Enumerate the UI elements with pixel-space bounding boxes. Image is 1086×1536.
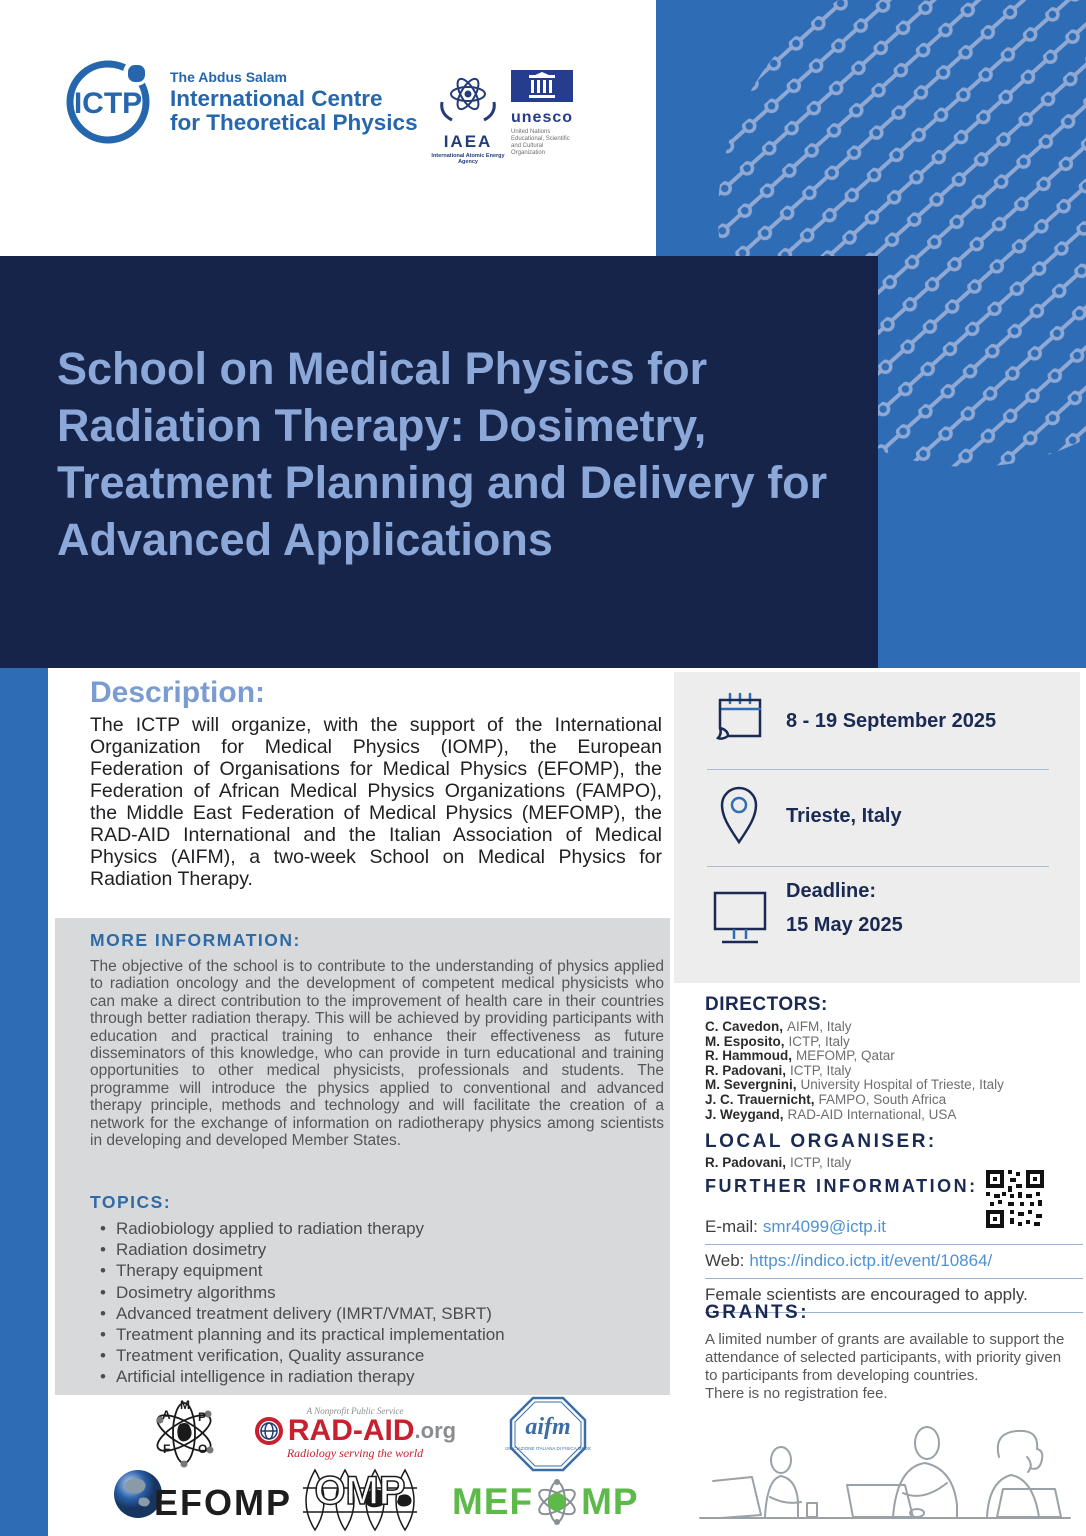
iaea-abbr: IAEA <box>443 132 493 151</box>
svg-text:P: P <box>198 1410 207 1424</box>
people-working-illustration-icon <box>695 1405 1075 1530</box>
directors-section <box>705 994 1083 1171</box>
email-link[interactable]: smr4099@ictp.it <box>762 1217 886 1236</box>
director-entry: C. Cavedon, AIFM, Italy <box>705 1019 852 1034</box>
title-line-2: Radiation Therapy: Dosimetry, <box>57 400 707 451</box>
svg-text:O: O <box>198 1442 208 1456</box>
topic-item: • Advanced treatment delivery (IMRT/VMAT, SBRT) <box>100 1303 505 1324</box>
event-dates: 8 - 19 September 2025 <box>786 710 997 732</box>
ictp-name-line1: International Centre <box>170 86 383 111</box>
calendar-icon <box>714 690 766 751</box>
local-organiser-heading: LOCAL ORGANISER: <box>705 1131 937 1153</box>
director-entry: R. Padovani, ICTP, Italy <box>705 1062 852 1078</box>
event-location: Trieste, Italy <box>786 805 902 827</box>
directors-heading: DIRECTORS: <box>705 994 828 1015</box>
ictp-wordmark <box>170 69 418 135</box>
grants-note: There is no registration fee. <box>705 1385 888 1402</box>
page-title <box>57 340 827 568</box>
radaid-wordmark: RAD-AID .org <box>245 1416 465 1446</box>
director-entry: M. Esposito, ICTP, Italy <box>705 1033 850 1049</box>
unesco-wordmark: unesco <box>511 109 574 126</box>
title-line-4: Advanced Applications <box>57 514 553 565</box>
director-entry: R. Hammoud, MEFOMP, Qatar <box>705 1048 895 1064</box>
iaea-logo <box>430 68 506 165</box>
qr-code <box>986 1170 1044 1233</box>
director-entry: J. Weygand, RAD-AID International, USA <box>705 1106 957 1122</box>
topic-item: • Therapy equipment <box>100 1260 505 1281</box>
aifm-logo <box>505 1394 591 1479</box>
topics-heading: TOPICS: <box>90 1192 172 1212</box>
left-accent-strip <box>0 668 48 1536</box>
topics-list <box>100 1218 505 1388</box>
local-organiser-entry: R. Padovani, ICTP, Italy <box>705 1155 852 1171</box>
topic-item: • Radiobiology applied to radiation therapy <box>100 1218 505 1239</box>
more-information-heading: MORE INFORMATION: <box>90 930 301 950</box>
description-heading: Description: <box>90 676 266 709</box>
deadline-date: 15 May 2025 <box>786 914 903 936</box>
description-body: The ICTP will organize, with the support of the International Organization for Medical Physics (IOMP), the European Federation of Organisations for Medical Physics (EFOMP), the Federation of African Medical Physics Organizations (FAMPO), the Middle East Federation of Medical Physics (MEFOMP), the RAD-AID International and the Italian Association of Medical Physics (AIFM), a two-week School on Medical Physics for Radiation Therapy. <box>90 714 662 890</box>
divider <box>707 769 1049 770</box>
unesco-temple-icon <box>511 70 573 102</box>
efomp-logo <box>112 1468 293 1523</box>
monitor-icon <box>712 890 768 953</box>
mefomp-atom-icon <box>534 1478 580 1526</box>
more-information-body: The objective of the school is to contribute to the understanding of physics applied to radiation oncology and the development of competent medical physicists who can make a direct contribution to the improvement of health care in their countries through better radiation therapy. This will be achieved by providing participants with education and practical training to enhance their effectiveness as future disseminators of this knowledge, who can provide in turn educational and training opportunities to other medical physicists, professionals and students. The programme will introduce the physics applied to conventional and advanced therapy principle, methods and technology and will facilitate the creation of a network for the exchange of information on radiotherapy physics among scientists in developing and developed Member States. <box>90 958 664 1150</box>
topic-item: • Radiation dosimetry <box>100 1239 505 1260</box>
further-information-section <box>705 1176 1083 1313</box>
svg-text:A: A <box>162 1408 171 1422</box>
divider <box>707 866 1049 867</box>
email-label: E-mail: <box>705 1217 758 1236</box>
mefomp-suffix: MP <box>581 1481 639 1522</box>
topic-item: • Treatment planning and its practical implementation <box>100 1324 505 1345</box>
location-pin-icon <box>718 784 760 851</box>
web-link[interactable]: https://indico.ictp.it/event/10864/ <box>749 1251 993 1270</box>
director-entry: J. C. Trauernicht, FAMPO, South Africa <box>705 1091 947 1107</box>
ictp-tagline: The Abdus Salam <box>170 69 287 85</box>
svg-text:ICTP: ICTP <box>73 87 143 120</box>
fampo-logo <box>138 1398 230 1473</box>
title-line-1: School on Medical Physics for <box>57 343 708 394</box>
grants-body: A limited number of grants are available to support the attendance of selected participants, with priority given to participants from developing countries. <box>705 1331 1065 1384</box>
unesco-logo <box>511 70 581 157</box>
title-line-3: Treatment Planning and Delivery for <box>57 457 828 508</box>
iaea-atom-icon <box>430 68 506 126</box>
web-label: Web: <box>705 1251 745 1270</box>
svg-text:F: F <box>163 1442 171 1456</box>
mefomp-logo <box>452 1478 639 1526</box>
svg-text:OMP: OMP <box>314 1469 406 1513</box>
director-entry: M. Severgnini, University Hospital of Trieste, Italy <box>705 1077 1004 1093</box>
grants-heading: GRANTS: <box>705 1302 810 1323</box>
ictp-logo <box>62 56 418 148</box>
title-banner <box>0 256 878 668</box>
more-information-section <box>55 918 670 1395</box>
ictp-name-line2: for Theoretical Physics <box>170 110 418 135</box>
topic-item: • Dosimetry algorithms <box>100 1282 505 1303</box>
deadline-label: Deadline: <box>786 880 877 902</box>
female-scientists-note: Female scientists are encouraged to apply. <box>705 1279 1083 1313</box>
efomp-wordmark: EFOMP <box>154 1482 293 1523</box>
mefomp-prefix: MEF <box>452 1481 534 1522</box>
topic-item: • Treatment verification, Quality assurance <box>100 1345 505 1366</box>
web-row <box>705 1245 1083 1279</box>
svg-text:ASSOCIAZIONE ITALIANA DI FISIC: ASSOCIAZIONE ITALIANA DI FISICA MEDICA <box>505 1446 591 1451</box>
event-info-panel <box>674 672 1080 983</box>
topic-item: • Artificial intelligence in radiation therapy <box>100 1366 505 1387</box>
iomp-logo <box>295 1462 425 1536</box>
iaea-caption: International Atomic Energy Agency <box>431 153 505 165</box>
svg-text:aifm: aifm <box>525 1414 571 1440</box>
radaid-tagline-bottom: Radiology serving the world <box>286 1446 424 1460</box>
grants-section <box>705 1302 1083 1403</box>
radaid-tagline-top: A Nonprofit Public Service <box>306 1406 404 1416</box>
radaid-globe-icon <box>254 1416 284 1446</box>
further-information-heading: FURTHER INFORMATION: <box>705 1176 978 1196</box>
unesco-caption: United Nations Educational, Scientific and Cultural Organization <box>511 129 570 156</box>
ictp-ring-icon <box>62 56 154 148</box>
radaid-logo <box>245 1406 465 1461</box>
svg-text:M: M <box>180 1398 190 1412</box>
